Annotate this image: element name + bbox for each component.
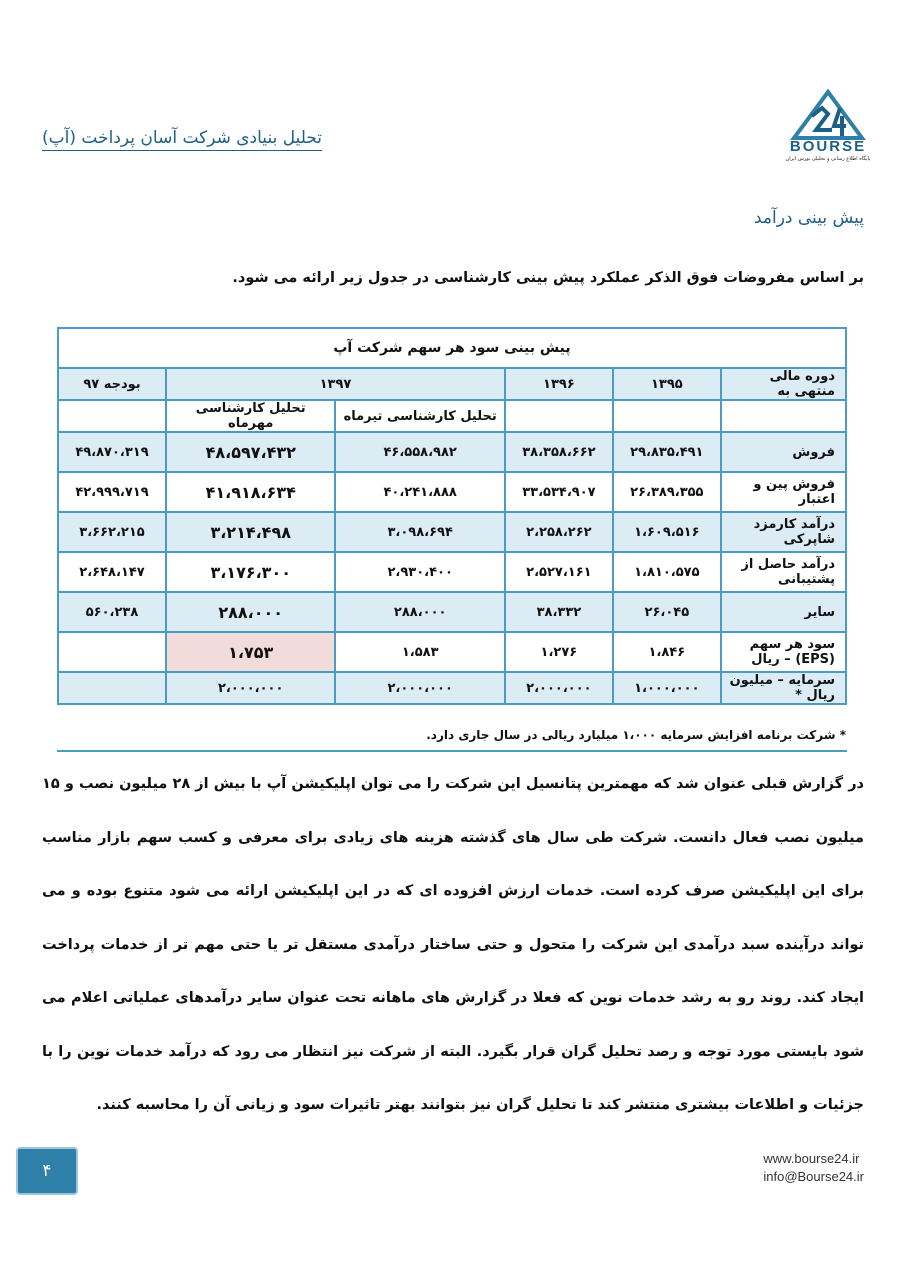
table-title: پیش بینی سود هر سهم شرکت آپ	[58, 328, 846, 368]
logo-subtitle: پایگاه اطلاع رسانی و تحلیلی بورس ایران	[785, 156, 871, 162]
logo-text: BOURSE	[789, 138, 867, 155]
section-title: پیش بینی درآمد	[753, 208, 864, 228]
sub-mehr: تحلیل کارشناسی مهرماه	[166, 400, 335, 432]
email-link[interactable]: info@Bourse24.ir	[763, 1169, 864, 1184]
table-row: فروش ۲۹،۸۳۵،۴۹۱ ۳۸،۳۵۸،۶۶۲ ۴۶،۵۵۸،۹۸۲ ۴۸،۵۹۷،۴۳۲ ۴۹،۸۷۰،۳۱۹	[58, 432, 846, 472]
intro-text: بر اساس مفروضات فوق الذکر عملکرد پیش بینی کارشناسی در جدول زیر ارائه می شود.	[232, 270, 864, 286]
table-footnote: * شرکت برنامه افزایش سرمایه ۱،۰۰۰ میلیارد ریالی در سال جاری دارد.	[426, 728, 846, 742]
col-period: دوره مالی منتهی به	[721, 368, 846, 400]
eps-forecast-table	[57, 327, 847, 705]
col-1396: ۱۳۹۶	[505, 368, 613, 400]
page-number: ۴	[16, 1147, 78, 1195]
col-budget: بودجه ۹۷	[58, 368, 166, 400]
col-1395: ۱۳۹۵	[613, 368, 721, 400]
website-link[interactable]: www.bourse24.ir	[763, 1151, 860, 1166]
table-row: درآمد حاصل از پشتیبانی ۱،۸۱۰،۵۷۵ ۲،۵۲۷،۱۶۱ ۲،۹۳۰،۴۰۰ ۳،۱۷۶،۳۰۰ ۲،۶۴۸،۱۴۷	[58, 552, 846, 592]
eps-highlight-cell: ۱،۷۵۳	[166, 632, 335, 672]
divider	[57, 750, 847, 752]
body-paragraph: در گزارش قبلی عنوان شد که مهمترین پتانسیل این شرکت را می توان اپلیکیشن آپ با بیش از ۲۸ میلیون نصب و ۱۵ میلیون نصب فعال دانست. شرکت طی سال های گذشته هزینه های زیادی برای معرفی و کسب سهم بازار مناسب برای این اپلیکیشن صرف کرده است. خدمات ارزش افزوده ای که در این اپلیکیشن ارائه می شود متنوع بوده و می تواند درآینده سبد درآمدی این شرکت را متحول و حتی ساختار درآمدی مستقل تر یا حتی مهم تر از خدمات پرداخت ایجاد کند. روند رو به رشد خدمات نوین که فعلا در گزارش های ماهانه تحت عنوان سایر درآمدهای عملیاتی اعلام می شود بایستی مورد توجه و رصد تحلیل گران قرار بگیرد. البته از شرکت نیز انتظار می رود که درآمد خدمات نوین را با جزئیات و اطلاعات بیشتری منتشر کند تا تحلیل گران نیز بتوانند بهتر تاثیرات سود و زیانی آن را محاسبه کنند.	[42, 776, 864, 1113]
report-title: تحلیل بنیادی شرکت آسان پرداخت (آپ)	[42, 128, 322, 151]
sub-tir: تحلیل کارشناسی تیرماه	[335, 400, 504, 432]
footer-contact	[763, 1150, 864, 1186]
table-row: سایر ۲۶،۰۴۵ ۳۸،۳۳۲ ۲۸۸،۰۰۰ ۲۸۸،۰۰۰ ۵۶۰،۲۳۸	[58, 592, 846, 632]
eps-row: سود هر سهم (EPS) – ریال ۱،۸۴۶ ۱،۲۷۶ ۱،۵۸۳ ۱،۷۵۳	[58, 632, 846, 672]
col-1397: ۱۳۹۷	[166, 368, 505, 400]
table-row: درآمد کارمزد شاپرکی ۱،۶۰۹،۵۱۶ ۲،۲۵۸،۲۶۲ ۳،۰۹۸،۶۹۴ ۳،۲۱۴،۴۹۸ ۳،۶۶۲،۲۱۵	[58, 512, 846, 552]
capital-row: سرمایه – میلیون ریال * ۱،۰۰۰،۰۰۰ ۲،۰۰۰،۰۰۰ ۲،۰۰۰،۰۰۰ ۲،۰۰۰،۰۰۰	[58, 672, 846, 704]
table-row: فروش پین و اعتبار ۲۶،۳۸۹،۳۵۵ ۳۳،۵۳۴،۹۰۷ ۴۰،۲۴۱،۸۸۸ ۴۱،۹۱۸،۶۳۴ ۴۲،۹۹۹،۷۱۹	[58, 472, 846, 512]
